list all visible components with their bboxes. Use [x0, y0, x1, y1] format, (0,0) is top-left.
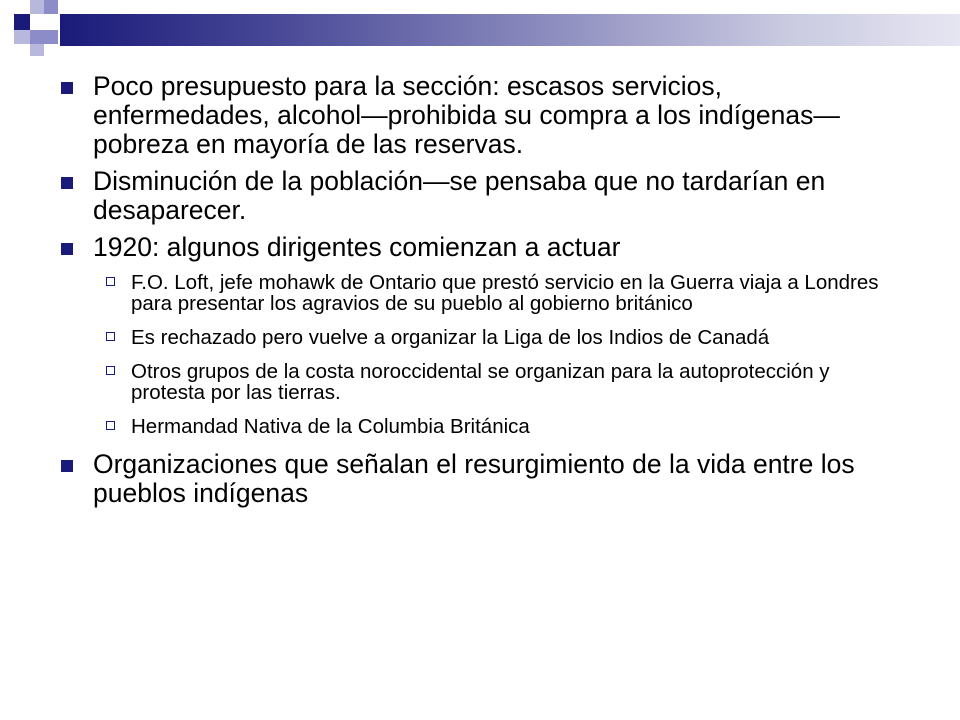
square-bullet-icon: [61, 82, 73, 94]
square-bullet-icon: [61, 177, 73, 189]
square-bullet-icon: [61, 460, 73, 472]
decor-square-dark: [14, 14, 30, 30]
sub-bullet-item: [93, 327, 890, 348]
decor-square-pale: [14, 30, 30, 44]
square-bullet-icon: [61, 243, 73, 255]
bullet-text: Organizaciones que señalan el resurgimiento de la vida entre los pueblos indígenas: [93, 449, 855, 508]
sub-bullet-item: [93, 272, 890, 314]
bullet-text: Poco presupuesto para la sección: escasos servicios, enfermedades, alcohol—prohibida su compra a los indígenas—pobreza en mayoría de las reservas.: [93, 71, 840, 159]
sub-bullet-text: F.O. Loft, jefe mohawk de Ontario que prestó servicio en la Guerra viaja a Londres para presentar los agravios de su pueblo al gobierno británico: [131, 271, 879, 315]
bullet-list: [60, 72, 890, 508]
header-gradient-bar: [60, 14, 960, 46]
sub-bullet-text: Hermandad Nativa de la Columbia Británica: [131, 415, 530, 438]
decor-square-light: [44, 30, 58, 44]
sub-bullet-list: [93, 272, 890, 437]
decor-square-light: [44, 0, 58, 14]
hollow-square-bullet-icon: [106, 332, 115, 341]
hollow-square-bullet-icon: [106, 421, 115, 430]
decor-square-light: [30, 30, 44, 44]
sub-bullet-text: Otros grupos de la costa noroccidental se organizan para la autoprotección y protesta por las tierras.: [131, 360, 830, 404]
hollow-square-bullet-icon: [106, 277, 115, 286]
bullet-item: [60, 450, 890, 508]
hollow-square-bullet-icon: [106, 366, 115, 375]
bullet-text: Disminución de la población—se pensaba que no tardarían en desaparecer.: [93, 166, 826, 225]
decor-square-pale: [30, 0, 44, 14]
decor-square-pale: [30, 44, 44, 56]
bullet-text: 1920: algunos dirigentes comienzan a actuar: [93, 232, 621, 262]
slide-body: [60, 72, 890, 516]
sub-bullet-text: Es rechazado pero vuelve a organizar la Liga de los Indios de Canadá: [131, 326, 770, 349]
bullet-item: [60, 167, 890, 225]
bullet-item: [60, 72, 890, 159]
sub-bullet-item: [93, 416, 890, 437]
sub-bullet-item: [93, 361, 890, 403]
bullet-item: [60, 233, 890, 437]
